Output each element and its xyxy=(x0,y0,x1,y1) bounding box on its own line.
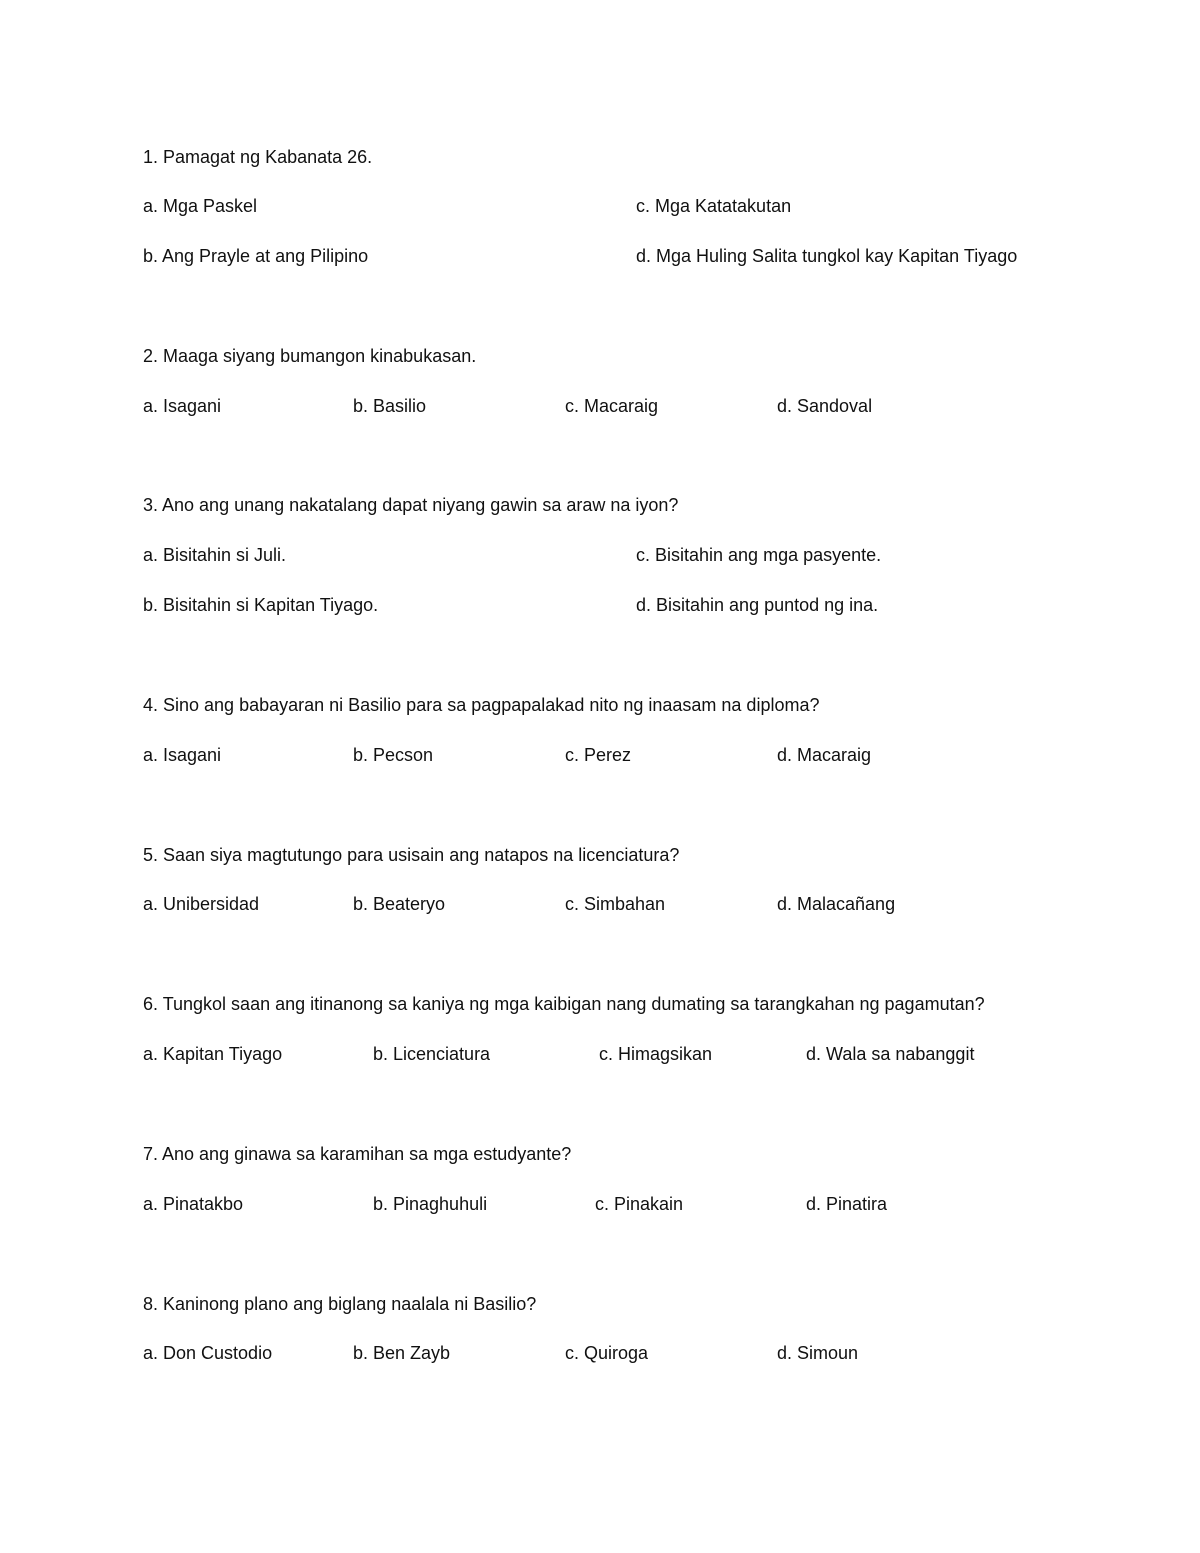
q3-option-c: c. Bisitahin ang mga pasyente. xyxy=(636,545,882,565)
q3-option-a: a. Bisitahin si Juli. xyxy=(143,545,287,565)
question-8: 8. Kaninong plano ang biglang naalala ni Basilio? xyxy=(143,1294,537,1314)
q6-option-c: c. Himagsikan xyxy=(599,1044,713,1064)
q8-option-c: c. Quiroga xyxy=(565,1343,649,1363)
q6-option-b: b. Licenciatura xyxy=(373,1044,491,1064)
question-1: 1. Pamagat ng Kabanata 26. xyxy=(143,147,373,167)
q4-option-d: d. Macaraig xyxy=(777,745,872,765)
q7-option-d: d. Pinatira xyxy=(806,1194,888,1214)
q3-option-b: b. Bisitahin si Kapitan Tiyago. xyxy=(143,595,379,615)
q8-option-d: d. Simoun xyxy=(777,1343,859,1363)
question-2: 2. Maaga siyang bumangon kinabukasan. xyxy=(143,346,477,366)
q7-option-c: c. Pinakain xyxy=(595,1194,684,1214)
q8-option-a: a. Don Custodio xyxy=(143,1343,273,1363)
q4-option-a: a. Isagani xyxy=(143,745,222,765)
q1-option-d: d. Mga Huling Salita tungkol kay Kapitan Tiyago xyxy=(636,246,1018,266)
q6-option-a: a. Kapitan Tiyago xyxy=(143,1044,283,1064)
q2-option-b: b. Basilio xyxy=(353,396,427,416)
question-7: 7. Ano ang ginawa sa karamihan sa mga estudyante? xyxy=(143,1144,572,1164)
q4-option-c: c. Perez xyxy=(565,745,632,765)
q5-option-d: d. Malacañang xyxy=(777,894,896,914)
q3-option-d: d. Bisitahin ang puntod ng ina. xyxy=(636,595,879,615)
question-6: 6. Tungkol saan ang itinanong sa kaniya ng mga kaibigan nang dumating sa tarangkahan ng pagamutan? xyxy=(143,994,985,1014)
q5-option-a: a. Unibersidad xyxy=(143,894,260,914)
q2-option-a: a. Isagani xyxy=(143,396,222,416)
question-4: 4. Sino ang babayaran ni Basilio para sa pagpapalakad nito ng inaasam na diploma? xyxy=(143,695,820,715)
q2-option-d: d. Sandoval xyxy=(777,396,873,416)
q1-option-b: b. Ang Prayle at ang Pilipino xyxy=(143,246,369,266)
q4-option-b: b. Pecson xyxy=(353,745,434,765)
q8-option-b: b. Ben Zayb xyxy=(353,1343,451,1363)
question-5: 5. Saan siya magtutungo para usisain ang natapos na licenciatura? xyxy=(143,845,680,865)
q2-option-c: c. Macaraig xyxy=(565,396,659,416)
q5-option-b: b. Beateryo xyxy=(353,894,446,914)
q6-option-d: d. Wala sa nabanggit xyxy=(806,1044,975,1064)
q5-option-c: c. Simbahan xyxy=(565,894,666,914)
q7-option-b: b. Pinaghuhuli xyxy=(373,1194,488,1214)
q7-option-a: a. Pinatakbo xyxy=(143,1194,244,1214)
question-3: 3. Ano ang unang nakatalang dapat niyang gawin sa araw na iyon? xyxy=(143,495,679,515)
q1-option-a: a. Mga Paskel xyxy=(143,196,258,216)
q1-option-c: c. Mga Katatakutan xyxy=(636,196,792,216)
